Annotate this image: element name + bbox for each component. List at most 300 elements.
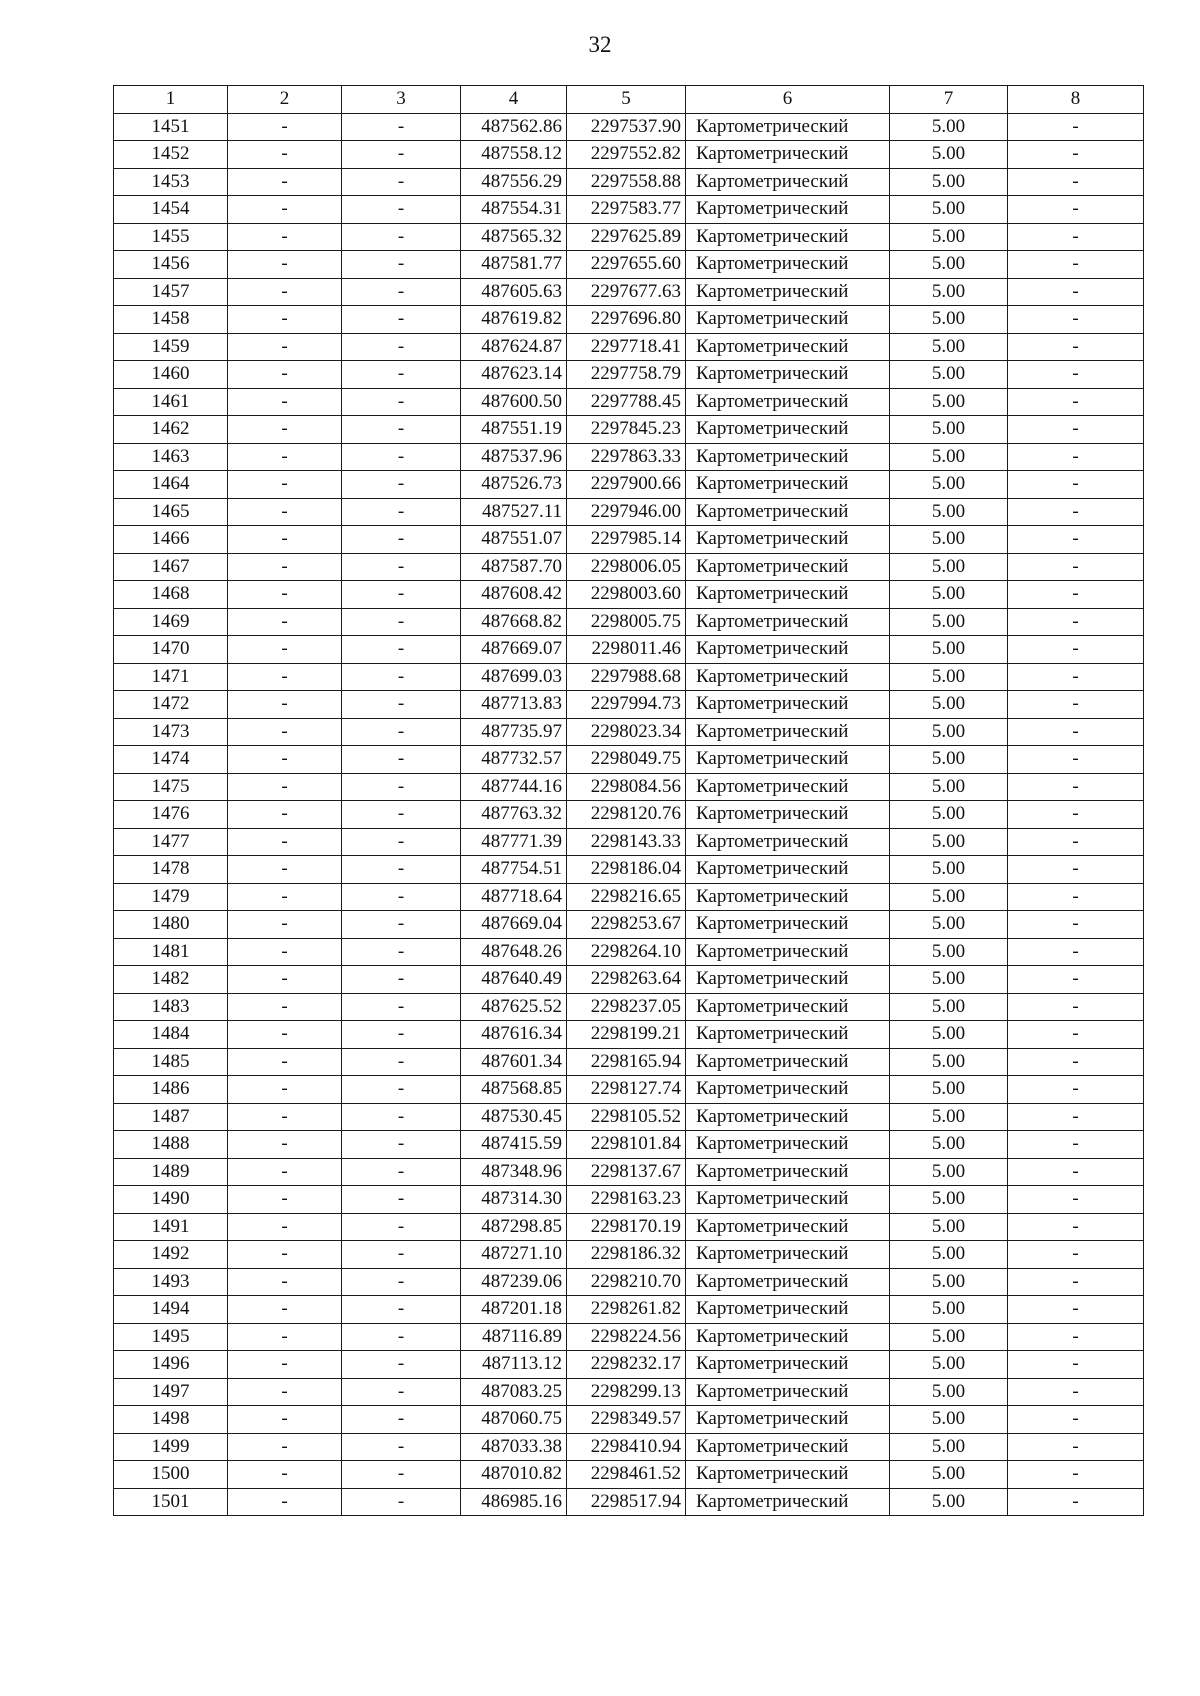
- accuracy-cell: 5.00: [890, 1296, 1008, 1324]
- method-cell: Картометрический: [686, 1433, 890, 1461]
- method-cell: Картометрический: [686, 883, 890, 911]
- y-coordinate-cell: 2298137.67: [567, 1158, 686, 1186]
- table-row: [114, 691, 1144, 719]
- table-row: [114, 1048, 1144, 1076]
- table-row: [114, 553, 1144, 581]
- table-row: [114, 306, 1144, 334]
- col3-cell: -: [342, 388, 461, 416]
- method-cell: Картометрический: [686, 1323, 890, 1351]
- col8-cell: -: [1008, 388, 1144, 416]
- accuracy-cell: 5.00: [890, 471, 1008, 499]
- y-coordinate-cell: 2298264.10: [567, 938, 686, 966]
- method-cell: Картометрический: [686, 691, 890, 719]
- col2-cell: -: [228, 1433, 342, 1461]
- x-coordinate-cell: 487060.75: [461, 1406, 567, 1434]
- y-coordinate-cell: 2298105.52: [567, 1103, 686, 1131]
- point-number-cell: 1468: [114, 581, 228, 609]
- col2-cell: -: [228, 1021, 342, 1049]
- column-header: 1: [114, 86, 228, 114]
- column-header: 8: [1008, 86, 1144, 114]
- table-row: [114, 1076, 1144, 1104]
- accuracy-cell: 5.00: [890, 1103, 1008, 1131]
- point-number-cell: 1461: [114, 388, 228, 416]
- col2-cell: -: [228, 718, 342, 746]
- column-header: 6: [686, 86, 890, 114]
- method-cell: Картометрический: [686, 1021, 890, 1049]
- y-coordinate-cell: 2298517.94: [567, 1488, 686, 1516]
- accuracy-cell: 5.00: [890, 636, 1008, 664]
- col8-cell: -: [1008, 1268, 1144, 1296]
- column-header: 4: [461, 86, 567, 114]
- col3-cell: -: [342, 1351, 461, 1379]
- x-coordinate-cell: 487718.64: [461, 883, 567, 911]
- point-number-cell: 1467: [114, 553, 228, 581]
- col2-cell: -: [228, 388, 342, 416]
- y-coordinate-cell: 2298143.33: [567, 828, 686, 856]
- point-number-cell: 1499: [114, 1433, 228, 1461]
- point-number-cell: 1470: [114, 636, 228, 664]
- y-coordinate-cell: 2298006.05: [567, 553, 686, 581]
- col3-cell: -: [342, 911, 461, 939]
- col2-cell: -: [228, 746, 342, 774]
- col2-cell: -: [228, 1103, 342, 1131]
- page-number: 32: [588, 32, 612, 57]
- y-coordinate-cell: 2298253.67: [567, 911, 686, 939]
- point-number-cell: 1489: [114, 1158, 228, 1186]
- col3-cell: -: [342, 168, 461, 196]
- y-coordinate-cell: 2297758.79: [567, 361, 686, 389]
- col2-cell: -: [228, 636, 342, 664]
- method-cell: Картометрический: [686, 581, 890, 609]
- accuracy-cell: 5.00: [890, 608, 1008, 636]
- x-coordinate-cell: 487271.10: [461, 1241, 567, 1269]
- table-row: [114, 361, 1144, 389]
- col2-cell: -: [228, 1406, 342, 1434]
- table-row: [114, 828, 1144, 856]
- col8-cell: -: [1008, 1351, 1144, 1379]
- x-coordinate-cell: 487616.34: [461, 1021, 567, 1049]
- point-number-cell: 1496: [114, 1351, 228, 1379]
- col3-cell: -: [342, 1241, 461, 1269]
- col2-cell: -: [228, 883, 342, 911]
- table-row: [114, 1323, 1144, 1351]
- x-coordinate-cell: 487619.82: [461, 306, 567, 334]
- col3-cell: -: [342, 278, 461, 306]
- col3-cell: -: [342, 443, 461, 471]
- col3-cell: -: [342, 1131, 461, 1159]
- x-coordinate-cell: 487608.42: [461, 581, 567, 609]
- method-cell: Картометрический: [686, 718, 890, 746]
- col8-cell: -: [1008, 498, 1144, 526]
- col2-cell: -: [228, 608, 342, 636]
- col8-cell: -: [1008, 636, 1144, 664]
- col2-cell: -: [228, 1131, 342, 1159]
- point-number-cell: 1456: [114, 251, 228, 279]
- accuracy-cell: 5.00: [890, 1268, 1008, 1296]
- x-coordinate-cell: 487558.12: [461, 141, 567, 169]
- y-coordinate-cell: 2298170.19: [567, 1213, 686, 1241]
- col8-cell: -: [1008, 1021, 1144, 1049]
- y-coordinate-cell: 2297845.23: [567, 416, 686, 444]
- accuracy-cell: 5.00: [890, 361, 1008, 389]
- point-number-cell: 1481: [114, 938, 228, 966]
- col2-cell: -: [228, 1488, 342, 1516]
- accuracy-cell: 5.00: [890, 113, 1008, 141]
- method-cell: Картометрический: [686, 1268, 890, 1296]
- col8-cell: -: [1008, 746, 1144, 774]
- y-coordinate-cell: 2297863.33: [567, 443, 686, 471]
- col3-cell: -: [342, 1378, 461, 1406]
- table-row: [114, 608, 1144, 636]
- accuracy-cell: 5.00: [890, 278, 1008, 306]
- x-coordinate-cell: 487587.70: [461, 553, 567, 581]
- point-number-cell: 1501: [114, 1488, 228, 1516]
- x-coordinate-cell: 487600.50: [461, 388, 567, 416]
- col2-cell: -: [228, 663, 342, 691]
- col3-cell: -: [342, 828, 461, 856]
- y-coordinate-cell: 2297655.60: [567, 251, 686, 279]
- accuracy-cell: 5.00: [890, 883, 1008, 911]
- point-number-cell: 1495: [114, 1323, 228, 1351]
- x-coordinate-cell: 487568.85: [461, 1076, 567, 1104]
- col3-cell: -: [342, 1158, 461, 1186]
- x-coordinate-cell: 487530.45: [461, 1103, 567, 1131]
- col2-cell: -: [228, 526, 342, 554]
- x-coordinate-cell: 487314.30: [461, 1186, 567, 1214]
- x-coordinate-cell: 487415.59: [461, 1131, 567, 1159]
- y-coordinate-cell: 2298261.82: [567, 1296, 686, 1324]
- accuracy-cell: 5.00: [890, 1433, 1008, 1461]
- y-coordinate-cell: 2298210.70: [567, 1268, 686, 1296]
- method-cell: Картометрический: [686, 333, 890, 361]
- col3-cell: -: [342, 636, 461, 664]
- col8-cell: -: [1008, 1406, 1144, 1434]
- col3-cell: -: [342, 993, 461, 1021]
- col2-cell: -: [228, 691, 342, 719]
- col2-cell: -: [228, 443, 342, 471]
- table-row: [114, 1488, 1144, 1516]
- accuracy-cell: 5.00: [890, 1461, 1008, 1489]
- x-coordinate-cell: 487754.51: [461, 856, 567, 884]
- point-number-cell: 1493: [114, 1268, 228, 1296]
- x-coordinate-cell: 487605.63: [461, 278, 567, 306]
- method-cell: Картометрический: [686, 251, 890, 279]
- col8-cell: -: [1008, 443, 1144, 471]
- y-coordinate-cell: 2298084.56: [567, 773, 686, 801]
- col2-cell: -: [228, 168, 342, 196]
- col3-cell: -: [342, 196, 461, 224]
- accuracy-cell: 5.00: [890, 416, 1008, 444]
- table-row: [114, 498, 1144, 526]
- col2-cell: -: [228, 113, 342, 141]
- col2-cell: -: [228, 498, 342, 526]
- table-row: [114, 1461, 1144, 1489]
- x-coordinate-cell: 487565.32: [461, 223, 567, 251]
- point-number-cell: 1485: [114, 1048, 228, 1076]
- y-coordinate-cell: 2298165.94: [567, 1048, 686, 1076]
- table-row: [114, 223, 1144, 251]
- accuracy-cell: 5.00: [890, 333, 1008, 361]
- point-number-cell: 1492: [114, 1241, 228, 1269]
- accuracy-cell: 5.00: [890, 1048, 1008, 1076]
- method-cell: Картометрический: [686, 1076, 890, 1104]
- col3-cell: -: [342, 416, 461, 444]
- col8-cell: -: [1008, 416, 1144, 444]
- method-cell: Картометрический: [686, 388, 890, 416]
- col2-cell: -: [228, 1323, 342, 1351]
- x-coordinate-cell: 487648.26: [461, 938, 567, 966]
- x-coordinate-cell: 487763.32: [461, 801, 567, 829]
- col8-cell: -: [1008, 1378, 1144, 1406]
- method-cell: Картометрический: [686, 498, 890, 526]
- point-number-cell: 1476: [114, 801, 228, 829]
- col2-cell: -: [228, 911, 342, 939]
- y-coordinate-cell: 2297994.73: [567, 691, 686, 719]
- table-row: [114, 416, 1144, 444]
- col2-cell: -: [228, 471, 342, 499]
- col8-cell: -: [1008, 1241, 1144, 1269]
- point-number-cell: 1478: [114, 856, 228, 884]
- x-coordinate-cell: 487624.87: [461, 333, 567, 361]
- x-coordinate-cell: 487201.18: [461, 1296, 567, 1324]
- x-coordinate-cell: 487010.82: [461, 1461, 567, 1489]
- col2-cell: -: [228, 306, 342, 334]
- method-cell: Картометрический: [686, 1351, 890, 1379]
- method-cell: Картометрический: [686, 168, 890, 196]
- accuracy-cell: 5.00: [890, 196, 1008, 224]
- table-row: [114, 1351, 1144, 1379]
- table-row: [114, 993, 1144, 1021]
- x-coordinate-cell: 487526.73: [461, 471, 567, 499]
- table-row: [114, 801, 1144, 829]
- col8-cell: -: [1008, 471, 1144, 499]
- col8-cell: -: [1008, 168, 1144, 196]
- col2-cell: -: [228, 1158, 342, 1186]
- col2-cell: -: [228, 141, 342, 169]
- accuracy-cell: 5.00: [890, 746, 1008, 774]
- point-number-cell: 1451: [114, 113, 228, 141]
- point-number-cell: 1479: [114, 883, 228, 911]
- y-coordinate-cell: 2297537.90: [567, 113, 686, 141]
- point-number-cell: 1466: [114, 526, 228, 554]
- accuracy-cell: 5.00: [890, 663, 1008, 691]
- method-cell: Картометрический: [686, 443, 890, 471]
- x-coordinate-cell: 487601.34: [461, 1048, 567, 1076]
- accuracy-cell: 5.00: [890, 773, 1008, 801]
- y-coordinate-cell: 2298163.23: [567, 1186, 686, 1214]
- point-number-cell: 1460: [114, 361, 228, 389]
- col2-cell: -: [228, 1268, 342, 1296]
- accuracy-cell: 5.00: [890, 993, 1008, 1021]
- col8-cell: -: [1008, 608, 1144, 636]
- y-coordinate-cell: 2298127.74: [567, 1076, 686, 1104]
- point-number-cell: 1454: [114, 196, 228, 224]
- col3-cell: -: [342, 1076, 461, 1104]
- method-cell: Картометрический: [686, 966, 890, 994]
- col3-cell: -: [342, 608, 461, 636]
- y-coordinate-cell: 2297558.88: [567, 168, 686, 196]
- accuracy-cell: 5.00: [890, 801, 1008, 829]
- table-row: [114, 1433, 1144, 1461]
- y-coordinate-cell: 2297583.77: [567, 196, 686, 224]
- col8-cell: -: [1008, 1076, 1144, 1104]
- table-row: [114, 333, 1144, 361]
- table-body: [114, 113, 1144, 1516]
- accuracy-cell: 5.00: [890, 911, 1008, 939]
- table-row: [114, 1241, 1144, 1269]
- y-coordinate-cell: 2297718.41: [567, 333, 686, 361]
- x-coordinate-cell: 487713.83: [461, 691, 567, 719]
- x-coordinate-cell: 487083.25: [461, 1378, 567, 1406]
- method-cell: Картометрический: [686, 526, 890, 554]
- x-coordinate-cell: 487669.07: [461, 636, 567, 664]
- coordinates-table: [113, 85, 1144, 1516]
- table-row: [114, 1131, 1144, 1159]
- accuracy-cell: 5.00: [890, 691, 1008, 719]
- y-coordinate-cell: 2297788.45: [567, 388, 686, 416]
- col3-cell: -: [342, 1103, 461, 1131]
- col3-cell: -: [342, 471, 461, 499]
- col3-cell: -: [342, 856, 461, 884]
- x-coordinate-cell: 487562.86: [461, 113, 567, 141]
- y-coordinate-cell: 2298224.56: [567, 1323, 686, 1351]
- point-number-cell: 1491: [114, 1213, 228, 1241]
- point-number-cell: 1482: [114, 966, 228, 994]
- col2-cell: -: [228, 938, 342, 966]
- accuracy-cell: 5.00: [890, 443, 1008, 471]
- col2-cell: -: [228, 333, 342, 361]
- accuracy-cell: 5.00: [890, 1021, 1008, 1049]
- col2-cell: -: [228, 1213, 342, 1241]
- col8-cell: -: [1008, 911, 1144, 939]
- table-row: [114, 526, 1144, 554]
- x-coordinate-cell: 487625.52: [461, 993, 567, 1021]
- col8-cell: -: [1008, 251, 1144, 279]
- method-cell: Картометрический: [686, 663, 890, 691]
- col8-cell: -: [1008, 581, 1144, 609]
- col3-cell: -: [342, 883, 461, 911]
- point-number-cell: 1452: [114, 141, 228, 169]
- col2-cell: -: [228, 1378, 342, 1406]
- table-row: [114, 663, 1144, 691]
- col8-cell: -: [1008, 113, 1144, 141]
- x-coordinate-cell: 487581.77: [461, 251, 567, 279]
- col3-cell: -: [342, 1213, 461, 1241]
- point-number-cell: 1463: [114, 443, 228, 471]
- table-row: [114, 1021, 1144, 1049]
- method-cell: Картометрический: [686, 1213, 890, 1241]
- col8-cell: -: [1008, 1131, 1144, 1159]
- col3-cell: -: [342, 361, 461, 389]
- table-row: [114, 278, 1144, 306]
- method-cell: Картометрический: [686, 1461, 890, 1489]
- method-cell: Картометрический: [686, 278, 890, 306]
- method-cell: Картометрический: [686, 553, 890, 581]
- column-header: 5: [567, 86, 686, 114]
- col2-cell: -: [228, 1351, 342, 1379]
- y-coordinate-cell: 2297900.66: [567, 471, 686, 499]
- col3-cell: -: [342, 1406, 461, 1434]
- accuracy-cell: 5.00: [890, 1406, 1008, 1434]
- y-coordinate-cell: 2298199.21: [567, 1021, 686, 1049]
- table-row: [114, 1406, 1144, 1434]
- method-cell: Картометрический: [686, 196, 890, 224]
- col8-cell: -: [1008, 938, 1144, 966]
- col8-cell: -: [1008, 1158, 1144, 1186]
- col3-cell: -: [342, 718, 461, 746]
- col3-cell: -: [342, 306, 461, 334]
- table-row: [114, 911, 1144, 939]
- col3-cell: -: [342, 746, 461, 774]
- x-coordinate-cell: 487554.31: [461, 196, 567, 224]
- method-cell: Картометрический: [686, 1488, 890, 1516]
- col2-cell: -: [228, 966, 342, 994]
- table-row: [114, 581, 1144, 609]
- method-cell: Картометрический: [686, 1241, 890, 1269]
- accuracy-cell: 5.00: [890, 553, 1008, 581]
- col3-cell: -: [342, 801, 461, 829]
- table-row: [114, 1296, 1144, 1324]
- point-number-cell: 1483: [114, 993, 228, 1021]
- y-coordinate-cell: 2298023.34: [567, 718, 686, 746]
- col8-cell: -: [1008, 1488, 1144, 1516]
- table-row: [114, 168, 1144, 196]
- col3-cell: -: [342, 1433, 461, 1461]
- point-number-cell: 1465: [114, 498, 228, 526]
- y-coordinate-cell: 2298237.05: [567, 993, 686, 1021]
- col2-cell: -: [228, 801, 342, 829]
- y-coordinate-cell: 2298263.64: [567, 966, 686, 994]
- point-number-cell: 1486: [114, 1076, 228, 1104]
- col8-cell: -: [1008, 966, 1144, 994]
- point-number-cell: 1490: [114, 1186, 228, 1214]
- method-cell: Картометрический: [686, 1378, 890, 1406]
- table-row: [114, 938, 1144, 966]
- y-coordinate-cell: 2298101.84: [567, 1131, 686, 1159]
- method-cell: Картометрический: [686, 746, 890, 774]
- col2-cell: -: [228, 223, 342, 251]
- y-coordinate-cell: 2298349.57: [567, 1406, 686, 1434]
- method-cell: Картометрический: [686, 828, 890, 856]
- y-coordinate-cell: 2297677.63: [567, 278, 686, 306]
- x-coordinate-cell: 487551.07: [461, 526, 567, 554]
- x-coordinate-cell: 487527.11: [461, 498, 567, 526]
- col8-cell: -: [1008, 883, 1144, 911]
- method-cell: Картометрический: [686, 141, 890, 169]
- col2-cell: -: [228, 251, 342, 279]
- method-cell: Картометрический: [686, 1406, 890, 1434]
- y-coordinate-cell: 2298410.94: [567, 1433, 686, 1461]
- col8-cell: -: [1008, 1048, 1144, 1076]
- y-coordinate-cell: 2298049.75: [567, 746, 686, 774]
- accuracy-cell: 5.00: [890, 168, 1008, 196]
- point-number-cell: 1475: [114, 773, 228, 801]
- accuracy-cell: 5.00: [890, 1131, 1008, 1159]
- table-row: [114, 718, 1144, 746]
- point-number-cell: 1471: [114, 663, 228, 691]
- x-coordinate-cell: 487732.57: [461, 746, 567, 774]
- method-cell: Картометрический: [686, 856, 890, 884]
- col8-cell: -: [1008, 691, 1144, 719]
- col3-cell: -: [342, 223, 461, 251]
- accuracy-cell: 5.00: [890, 306, 1008, 334]
- col8-cell: -: [1008, 1296, 1144, 1324]
- col3-cell: -: [342, 141, 461, 169]
- col2-cell: -: [228, 856, 342, 884]
- method-cell: Картометрический: [686, 773, 890, 801]
- accuracy-cell: 5.00: [890, 1158, 1008, 1186]
- method-cell: Картометрический: [686, 1048, 890, 1076]
